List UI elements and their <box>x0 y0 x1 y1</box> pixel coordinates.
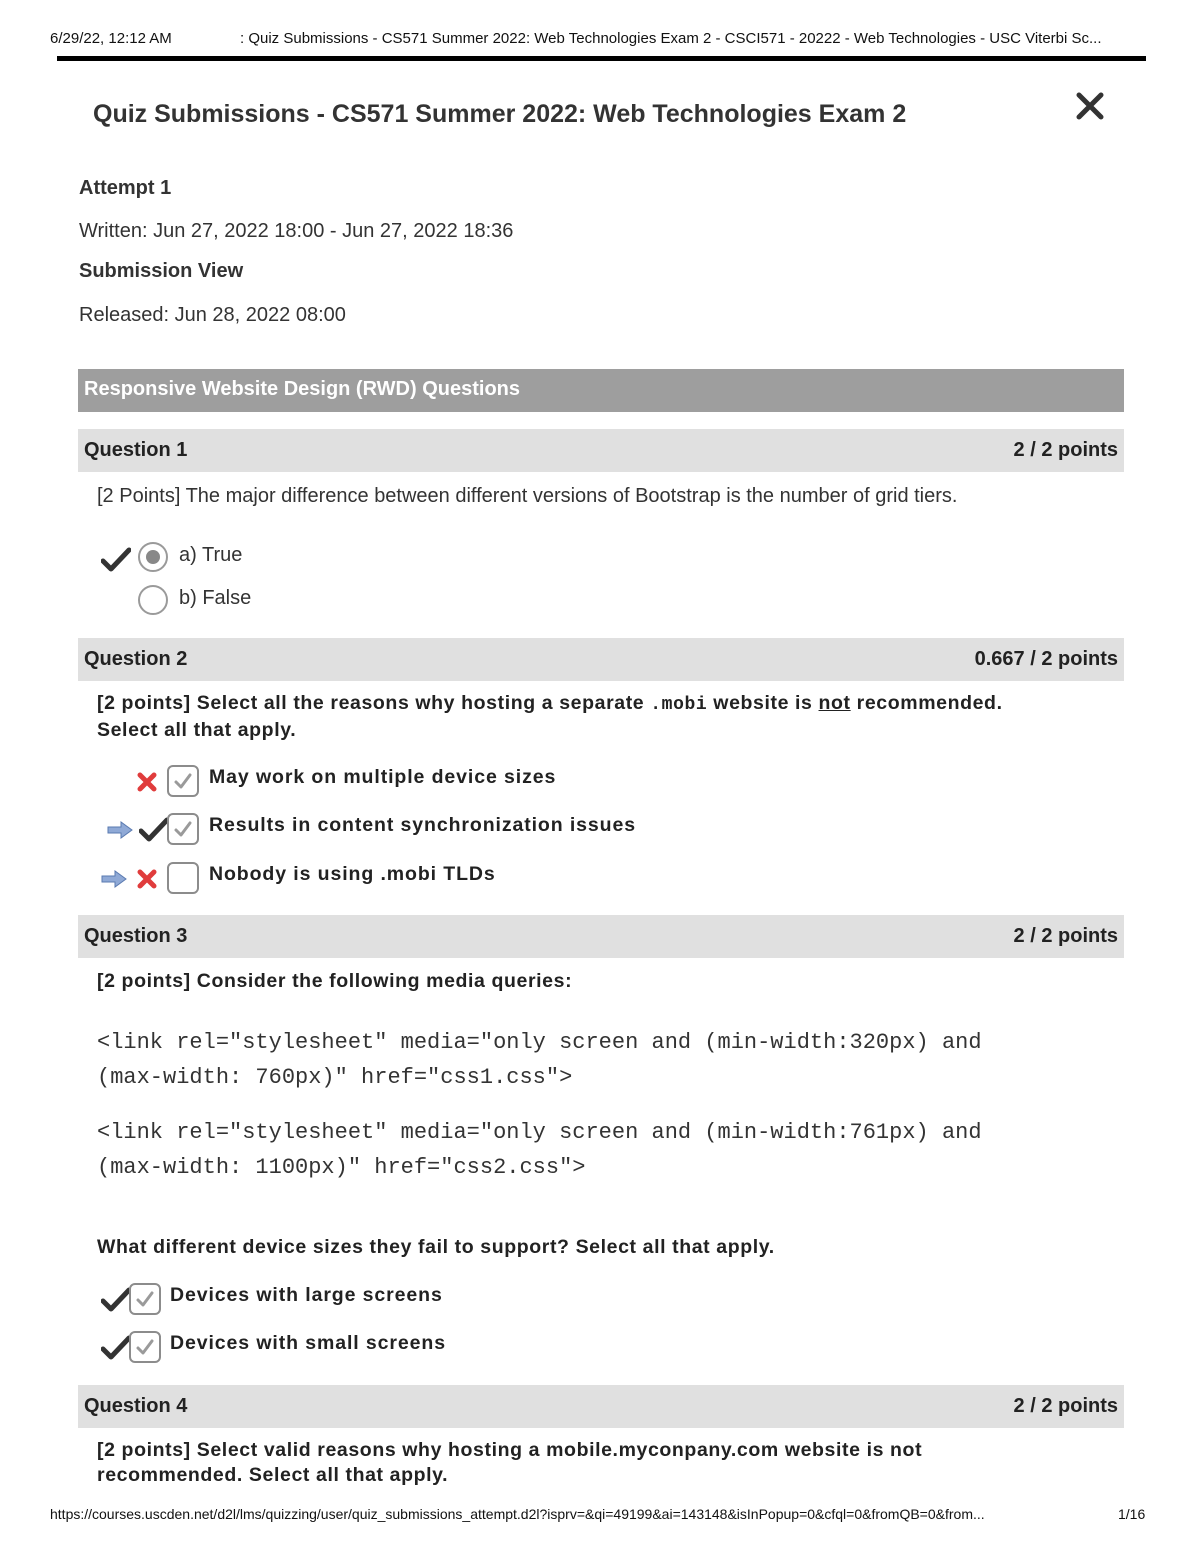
question-text-part: [2 points] Select all the reasons why hosting a separate <box>97 692 651 714</box>
question-text: [2 points] Consider the following media queries: <box>97 970 573 992</box>
option-label: May work on multiple device sizes <box>209 766 557 788</box>
option-checkbox[interactable] <box>167 862 199 894</box>
option-label: Devices with small screens <box>170 1332 446 1354</box>
radio-option-false[interactable] <box>138 585 168 615</box>
checkbox-check-icon <box>131 1285 159 1313</box>
close-button[interactable] <box>1068 84 1112 128</box>
header-rule <box>57 56 1146 61</box>
checkbox-check-icon <box>131 1333 159 1361</box>
code-line: <link rel="stylesheet" media="only screen and (min-width:320px) and <box>97 1030 982 1055</box>
question-header <box>78 638 1124 681</box>
check-icon <box>101 1335 131 1361</box>
question-header <box>78 429 1124 472</box>
check-icon <box>101 547 131 573</box>
question-points: 2 / 2 points <box>1013 1395 1118 1417</box>
section-title: Responsive Website Design (RWD) Questions <box>84 378 521 400</box>
section-header <box>78 369 1124 412</box>
option-checkbox[interactable] <box>167 765 199 797</box>
option-label: a) True <box>179 544 243 566</box>
close-icon <box>1068 84 1112 128</box>
question-text-part: recommended. <box>850 692 1003 714</box>
option-checkbox[interactable] <box>129 1283 161 1315</box>
option-checkbox[interactable] <box>167 813 199 845</box>
arrow-icon <box>101 870 127 888</box>
question-points: 2 / 2 points <box>1013 439 1118 461</box>
check-icon <box>139 817 169 843</box>
print-page-number: 1/16 <box>1118 1506 1146 1522</box>
question-label: Question 4 <box>84 1395 188 1417</box>
question-prompt: What different device sizes they fail to support? Select all that apply. <box>97 1236 775 1258</box>
question-label: Question 3 <box>84 925 188 947</box>
option-label: Nobody is using .mobi TLDs <box>209 863 496 885</box>
question-text: [2 Points] The major difference between different versions of Bootstrap is the number of grid tiers. <box>97 485 958 507</box>
question-label: Question 1 <box>84 439 188 461</box>
written-time: Written: Jun 27, 2022 18:00 - Jun 27, 2022 18:36 <box>79 220 514 242</box>
arrow-icon <box>107 821 133 839</box>
radio-option-true[interactable] <box>138 542 168 572</box>
code-line: (max-width: 760px)" href="css1.css"> <box>97 1065 573 1090</box>
question-points: 0.667 / 2 points <box>974 648 1118 670</box>
print-page-title: : Quiz Submissions - CS571 Summer 2022: Web Technologies Exam 2 - CSCI571 - 20222 - Web Technologies - USC Viterbi Sc... <box>240 30 1102 47</box>
inline-code: .mobi <box>650 695 708 715</box>
question-header <box>78 915 1124 958</box>
question-text-line2: recommended. Select all that apply. <box>97 1464 449 1486</box>
option-label: Devices with large screens <box>170 1284 443 1306</box>
print-date: 6/29/22, 12:12 AM <box>50 30 172 47</box>
question-label: Question 2 <box>84 648 188 670</box>
emphasis-text: not <box>818 692 851 714</box>
code-line: <link rel="stylesheet" media="only screen and (min-width:761px) and <box>97 1120 982 1145</box>
option-checkbox[interactable] <box>129 1331 161 1363</box>
print-url: https://courses.uscden.net/d2l/lms/quizzing/user/quiz_submissions_attempt.d2l?isprv=&qi=49199&ai=143148&isInPopup=0&cfql=0&fromQB=0&from... <box>50 1506 985 1522</box>
cross-icon <box>136 868 158 890</box>
question-text <box>97 692 1003 715</box>
checkbox-check-icon <box>169 815 197 843</box>
code-line: (max-width: 1100px)" href="css2.css"> <box>97 1155 586 1180</box>
cross-icon <box>136 771 158 793</box>
question-text-part: website is <box>707 692 819 714</box>
question-points: 2 / 2 points <box>1013 925 1118 947</box>
released-time: Released: Jun 28, 2022 08:00 <box>79 304 346 326</box>
page-title: Quiz Submissions - CS571 Summer 2022: Web Technologies Exam 2 <box>93 100 907 128</box>
attempt-label: Attempt 1 <box>79 177 172 199</box>
option-label: Results in content synchronization issues <box>209 814 636 836</box>
question-header <box>78 1385 1124 1428</box>
question-text-line2: Select all that apply. <box>97 719 297 741</box>
option-label: b) False <box>179 587 252 609</box>
checkbox-check-icon <box>169 767 197 795</box>
question-text: [2 points] Select valid reasons why hosting a mobile.myconpany.com website is not <box>97 1439 923 1461</box>
submission-view-label: Submission View <box>79 260 244 282</box>
check-icon <box>101 1287 131 1313</box>
